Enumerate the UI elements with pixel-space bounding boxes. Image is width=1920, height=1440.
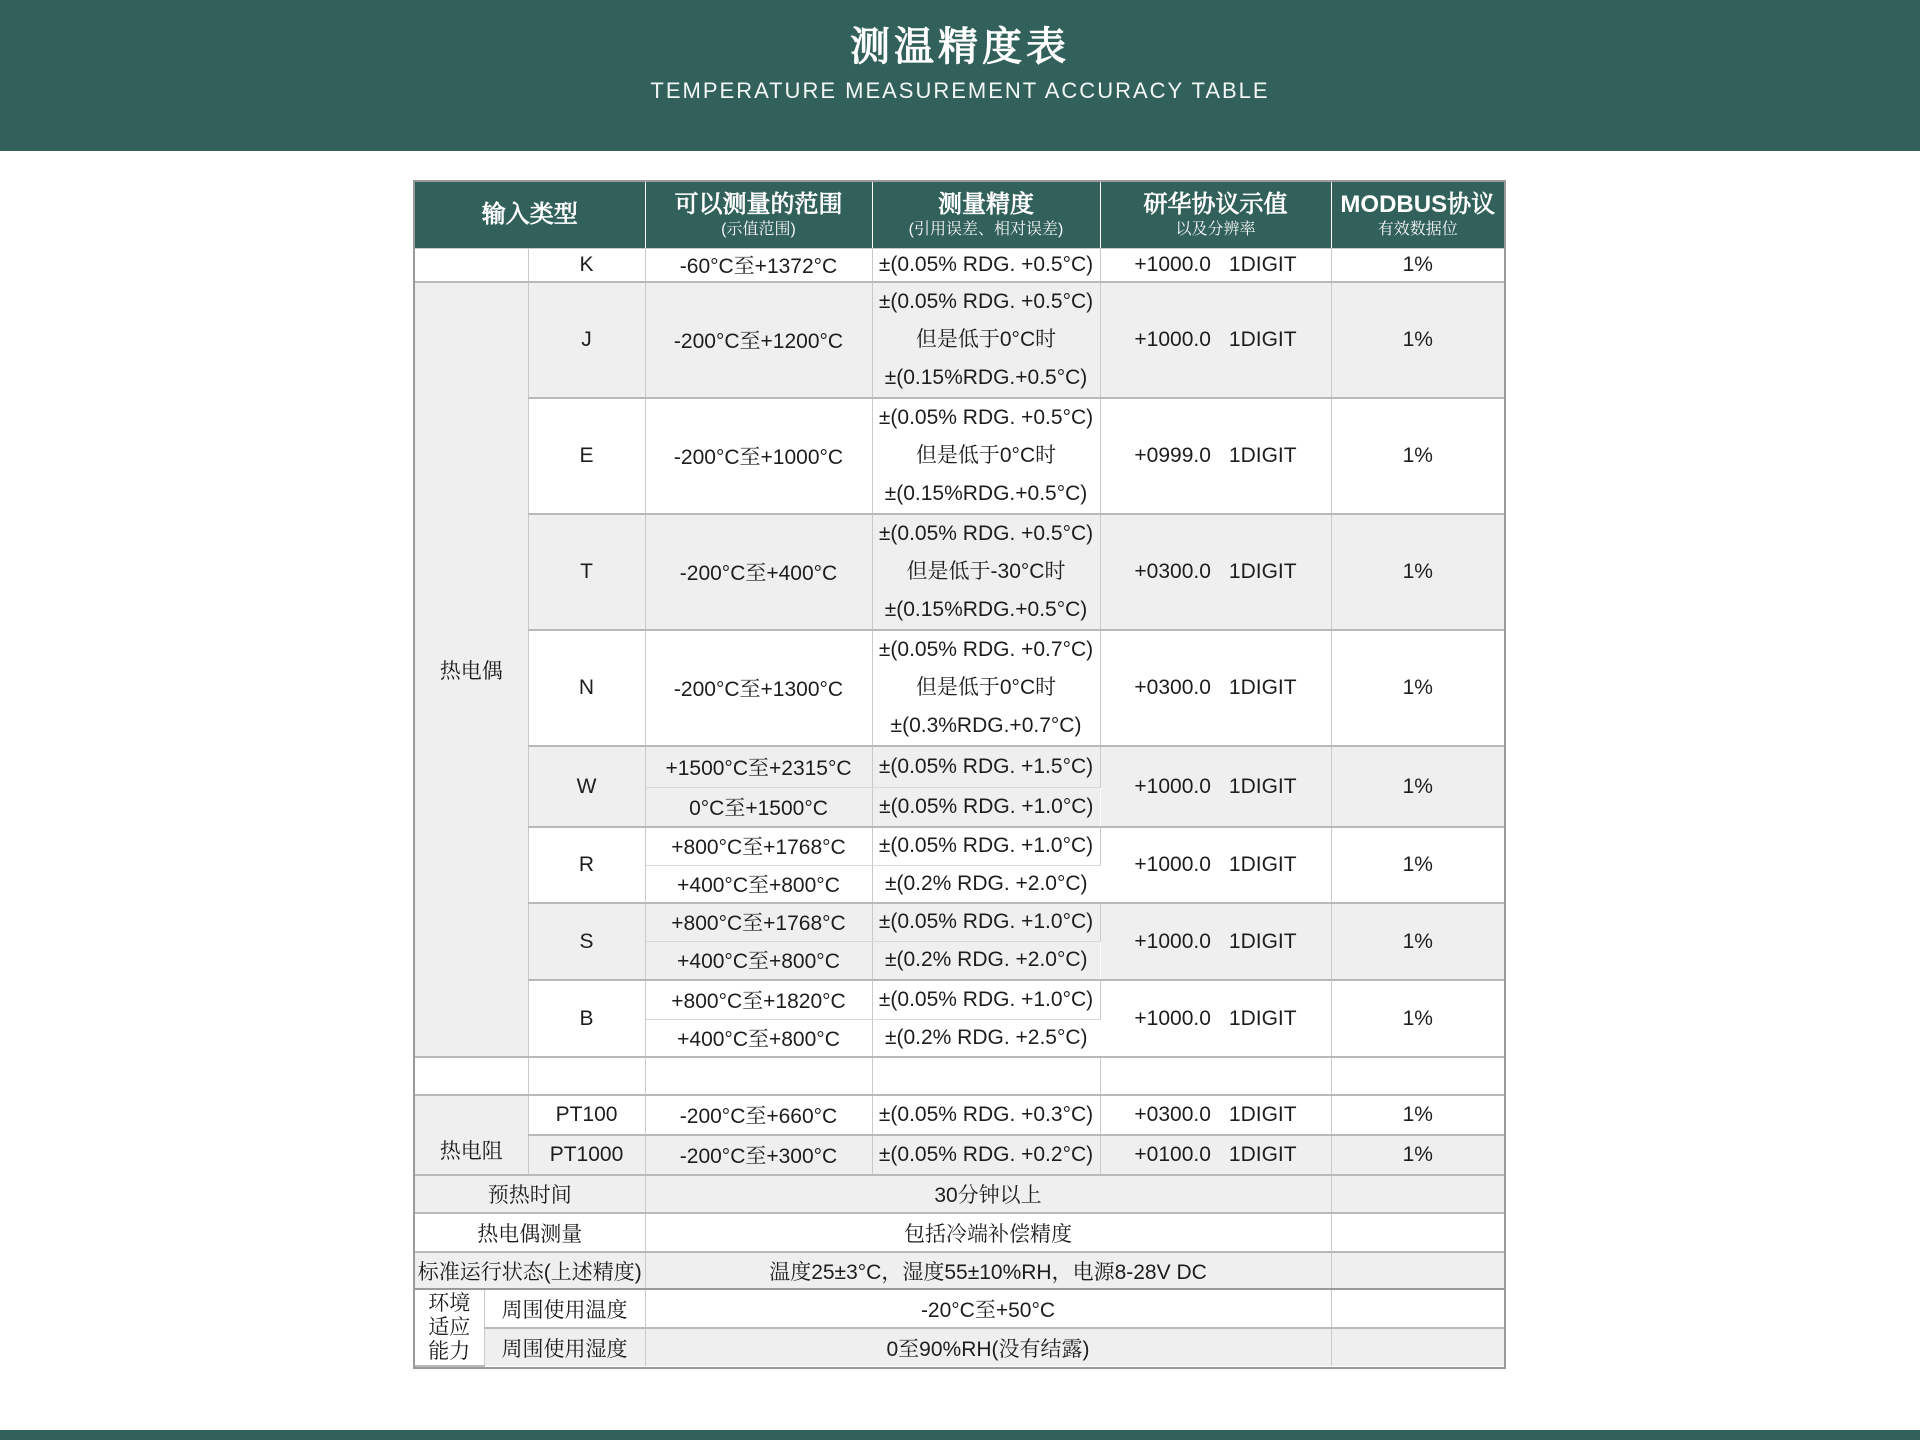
accuracy-line: ±(0.3%RDG.+0.7°C) [890,714,1082,737]
cell-type-w: W [528,746,645,827]
col-header-accuracy [872,182,1100,248]
environment-label-line: 环境 [428,1291,471,1315]
table-row-empty [415,1057,1504,1095]
advantech-resolution: 1DIGIT [1228,444,1297,467]
cell-modbus-n: 1% [1331,630,1504,746]
cell-accuracy-s-low: ±(0.2% RDG. +2.0°C) [872,941,1100,980]
cell-range-k: -60°C至+1372°C [645,248,872,282]
col-header-label: 测量精度 [938,191,1034,219]
cell-advantech-b [1100,980,1331,1057]
table-row-t [415,514,1504,630]
spec-row-tc-measure [415,1213,1504,1252]
cell-accuracy-e [872,398,1100,514]
cell-accuracy-k: ±(0.05% RDG. +0.5°C) [872,248,1100,282]
advantech-value: +1000.0 [1134,774,1211,798]
cell-advantech-w [1100,746,1331,827]
page-subtitle: TEMPERATURE MEASUREMENT ACCURACY TABLE [650,78,1270,103]
title-banner [0,0,1920,151]
spec-value-env-humidity: 0至90%RH(没有结露) [645,1328,1331,1366]
cell-accuracy-r-high: ±(0.05% RDG. +1.0°C) [872,827,1100,865]
table-row-w [415,746,1504,787]
cell-advantech-r [1100,827,1331,903]
col-header-label: 可以测量的范围 [674,191,843,219]
advantech-value: +0999.0 [1134,444,1211,467]
cell-advantech-pt100 [1100,1095,1331,1135]
cell-modbus-t: 1% [1331,514,1504,630]
spec-value-tc-measure: 包括冷端补偿精度 [645,1213,1331,1252]
cell-type-e: E [528,398,645,514]
cell-accuracy-pt100: ±(0.05% RDG. +0.3°C) [872,1095,1100,1135]
table-row-n [415,630,1504,746]
spec-row-env-humidity [415,1328,1504,1366]
cell-accuracy-w-low: ±(0.05% RDG. +1.0°C) [872,787,1100,827]
advantech-resolution: 1DIGIT [1228,328,1297,351]
cell-type-j: J [528,282,645,398]
accuracy-line: ±(0.15%RDG.+0.5°C) [884,366,1088,389]
cell-empty [1331,1252,1504,1289]
cell-range-pt100: -200°C至+660°C [645,1095,872,1135]
accuracy-line: ±(0.05% RDG. +0.5°C) [878,522,1094,545]
cell-type-b: B [528,980,645,1057]
cell-range-s-high: +800°C至+1768°C [645,903,872,941]
col-header-input-type [415,182,645,248]
cell-group-empty [415,248,528,282]
cell-advantech-e [1100,398,1331,514]
cell-empty [415,1057,528,1095]
spec-label-env-temp: 周围使用温度 [484,1290,645,1328]
table-row-s [415,903,1504,941]
page-title: 测温精度表 [850,25,1070,69]
spec-row-env-temp [415,1290,1504,1328]
advantech-value: +0300.0 [1134,676,1211,699]
accuracy-line: ±(0.15%RDG.+0.5°C) [884,482,1088,505]
col-header-sublabel: (示值范围) [721,221,796,239]
accuracy-line: 但是低于-30°C时 [906,560,1066,583]
col-header-sublabel: 有效数据位 [1377,221,1458,239]
spec-label-tc-measure: 热电偶测量 [415,1213,645,1252]
cell-modbus-w: 1% [1331,746,1504,827]
cell-range-w-high: +1500°C至+2315°C [645,746,872,787]
cell-modbus-e: 1% [1331,398,1504,514]
spec-label-standard: 标准运行状态(上述精度) [415,1252,645,1289]
cell-empty [528,1057,645,1095]
cell-modbus-r: 1% [1331,827,1504,903]
cell-accuracy-r-low: ±(0.2% RDG. +2.0°C) [872,865,1100,903]
table-row-pt100 [415,1095,1504,1135]
table-row-b [415,980,1504,1019]
col-header-label: 研华协议示值 [1143,191,1288,219]
col-header-label: MODBUS协议 [1340,191,1496,219]
advantech-value: +0300.0 [1134,560,1211,583]
advantech-resolution: 1DIGIT [1228,252,1297,276]
cell-type-s: S [528,903,645,980]
advantech-value: +1000.0 [1134,929,1211,953]
spec-label-warmup: 预热时间 [415,1175,645,1213]
cell-modbus-pt1000: 1% [1331,1135,1504,1175]
col-header-advantech [1100,182,1331,248]
accuracy-table [413,180,1506,1369]
cell-empty [1331,1328,1504,1366]
advantech-resolution: 1DIGIT [1228,1103,1297,1126]
table-row-pt1000 [415,1135,1504,1175]
group-cell-environment [415,1290,484,1366]
accuracy-line: ±(0.15%RDG.+0.5°C) [884,598,1088,621]
cell-empty [1331,1213,1504,1252]
col-header-range [645,182,872,248]
col-header-sublabel: (引用误差、相对误差) [908,221,1064,239]
cell-accuracy-pt1000: ±(0.05% RDG. +0.2°C) [872,1135,1100,1175]
cell-advantech-j [1100,282,1331,398]
advantech-value: +1000.0 [1134,853,1211,876]
advantech-value: +1000.0 [1134,328,1211,351]
cell-range-s-low: +400°C至+800°C [645,941,872,980]
cell-accuracy-b-high: ±(0.05% RDG. +1.0°C) [872,980,1100,1019]
cell-advantech-pt1000 [1100,1135,1331,1175]
cell-advantech-k [1100,248,1331,282]
cell-modbus-s: 1% [1331,903,1504,980]
advantech-resolution: 1DIGIT [1228,560,1297,583]
cell-accuracy-t [872,514,1100,630]
cell-accuracy-w-high: ±(0.05% RDG. +1.5°C) [872,746,1100,787]
accuracy-line: ±(0.05% RDG. +0.5°C) [878,406,1094,429]
cell-type-pt100: PT100 [528,1095,645,1135]
cell-modbus-b: 1% [1331,980,1504,1057]
group-cell-rtd: 热电阻 [415,1095,528,1175]
advantech-resolution: 1DIGIT [1228,1006,1297,1030]
cell-accuracy-j [872,282,1100,398]
cell-type-r: R [528,827,645,903]
cell-empty [872,1057,1100,1095]
spec-label-env-humidity: 周围使用湿度 [484,1328,645,1366]
cell-range-b-high: +800°C至+1820°C [645,980,872,1019]
cell-range-w-low: 0°C至+1500°C [645,787,872,827]
advantech-resolution: 1DIGIT [1228,774,1297,798]
cell-modbus-pt100: 1% [1331,1095,1504,1135]
accuracy-line: 但是低于0°C时 [915,676,1057,699]
advantech-value: +1000.0 [1134,252,1211,276]
advantech-resolution: 1DIGIT [1228,929,1297,953]
cell-advantech-s [1100,903,1331,980]
table-row-e [415,398,1504,514]
accuracy-line: 但是低于0°C时 [915,444,1057,467]
cell-range-pt1000: -200°C至+300°C [645,1135,872,1175]
advantech-resolution: 1DIGIT [1228,1143,1297,1166]
environment-table [415,1290,1504,1367]
col-header-modbus [1331,182,1504,248]
bottom-accent-bar [0,1430,1920,1440]
advantech-value: +1000.0 [1134,1006,1211,1030]
environment-label-line: 能力 [428,1339,471,1363]
cell-range-b-low: +400°C至+800°C [645,1019,872,1057]
cell-empty [1331,1175,1504,1213]
cell-range-t: -200°C至+400°C [645,514,872,630]
cell-empty [1100,1057,1331,1095]
advantech-value: +0300.0 [1134,1103,1211,1126]
cell-empty [645,1057,872,1095]
accuracy-line: ±(0.05% RDG. +0.7°C) [878,638,1094,661]
cell-modbus-j: 1% [1331,282,1504,398]
group-cell-thermocouple: 热电偶 [415,282,528,1057]
spec-value-standard: 温度25±3°C，湿度55±10%RH，电源8-28V DC [645,1252,1331,1289]
cell-accuracy-s-high: ±(0.05% RDG. +1.0°C) [872,903,1100,941]
cell-empty [1331,1290,1504,1328]
advantech-resolution: 1DIGIT [1228,676,1297,699]
accuracy-line: 但是低于0°C时 [915,328,1057,351]
cell-range-r-low: +400°C至+800°C [645,865,872,903]
environment-label-line: 适应 [428,1315,471,1339]
col-header-label: 输入类型 [481,200,578,228]
cell-advantech-t [1100,514,1331,630]
cell-range-r-high: +800°C至+1768°C [645,827,872,865]
header-row [415,182,1504,248]
cell-empty [1331,1057,1504,1095]
cell-range-e: -200°C至+1000°C [645,398,872,514]
cell-type-pt1000: PT1000 [528,1135,645,1175]
cell-range-n: -200°C至+1300°C [645,630,872,746]
advantech-value: +0100.0 [1134,1143,1211,1166]
accuracy-line: ±(0.05% RDG. +0.5°C) [878,290,1094,313]
cell-modbus-k: 1% [1331,248,1504,282]
cell-advantech-n [1100,630,1331,746]
spec-row-warmup [415,1175,1504,1213]
cell-accuracy-b-low: ±(0.2% RDG. +2.5°C) [872,1019,1100,1057]
cell-accuracy-n [872,630,1100,746]
advantech-resolution: 1DIGIT [1228,853,1297,876]
col-header-sublabel: 以及分辨率 [1175,221,1256,239]
cell-type-k: K [528,248,645,282]
spec-value-env-temp: -20°C至+50°C [645,1290,1331,1328]
main-table [415,182,1504,1290]
cell-type-n: N [528,630,645,746]
cell-range-j: -200°C至+1200°C [645,282,872,398]
table-row-k [415,248,1504,282]
spec-value-warmup: 30分钟以上 [645,1175,1331,1213]
cell-type-t: T [528,514,645,630]
table-row-r [415,827,1504,865]
spec-row-standard [415,1252,1504,1289]
table-row-j [415,282,1504,398]
